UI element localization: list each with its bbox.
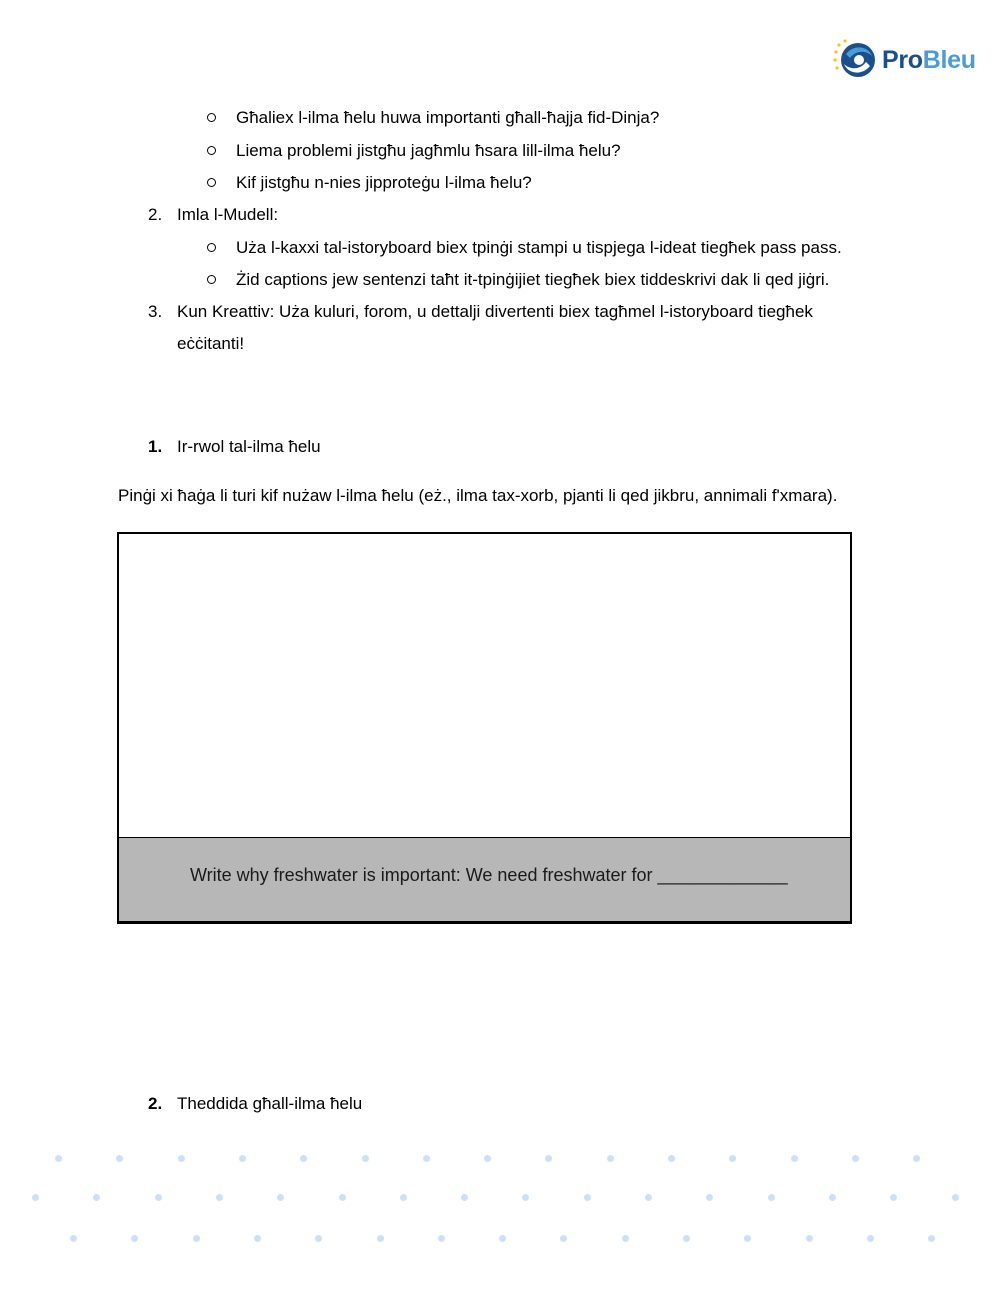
decor-dot [254, 1235, 261, 1242]
bullet-circle-icon [207, 146, 216, 155]
decor-dot [484, 1155, 491, 1162]
section1-title: Ir-rwol tal-ilma ħelu [177, 437, 321, 456]
decor-dot [131, 1235, 138, 1242]
decor-dot [545, 1155, 552, 1162]
decor-dot [522, 1194, 529, 1201]
decor-dot [339, 1194, 346, 1201]
logo-bleu-text: Bleu [922, 46, 976, 74]
decor-dot [93, 1194, 100, 1201]
step3-text-line2: eċċitanti! [177, 334, 245, 353]
step3-number: 3. [148, 302, 163, 321]
sub-bullet-item: Għaliex l-ilma ħelu huwa importanti għall-ħajja fid-Dinja? [236, 108, 660, 127]
decor-dot [622, 1235, 629, 1242]
decor-dot [829, 1194, 836, 1201]
decor-dot [70, 1235, 77, 1242]
decor-dot [155, 1194, 162, 1201]
logo-wordmark [882, 44, 976, 76]
caption-text: Write why freshwater is important: We need freshwater for _____________ [190, 865, 788, 885]
decor-dot [55, 1155, 62, 1162]
decor-dot [499, 1235, 506, 1242]
decor-dot [116, 1155, 123, 1162]
step2-text: Imla l-Mudell: [177, 205, 279, 224]
bullet-circle-icon [207, 113, 216, 122]
decor-dot [852, 1155, 859, 1162]
decor-dot [438, 1235, 445, 1242]
section2-number: 2. [148, 1094, 163, 1113]
decor-dot [423, 1155, 430, 1162]
decor-dot [913, 1155, 920, 1162]
logo-pro-text: Pro [882, 46, 923, 74]
decor-dot [584, 1194, 591, 1201]
decor-dot [216, 1194, 223, 1201]
section2-title: Theddida għall-ilma ħelu [177, 1094, 363, 1113]
decor-dot [683, 1235, 690, 1242]
decor-dot [32, 1194, 39, 1201]
decor-dot [400, 1194, 407, 1201]
decor-dot [729, 1155, 736, 1162]
decor-dot [744, 1235, 751, 1242]
bullet-circle-icon [207, 275, 216, 284]
decor-dot [806, 1235, 813, 1242]
decor-dot [300, 1155, 307, 1162]
decor-dot [952, 1194, 959, 1201]
section1-prompt: Pinġi xi ħaġa li turi kif nużaw l-ilma ħelu (eż., ilma tax-xorb, pjanti li qed jikbru, annimali f'xmara). [118, 486, 838, 505]
decor-dot [277, 1194, 284, 1201]
decor-dot [928, 1235, 935, 1242]
sub-bullet-item: Liema problemi jistgħu jagħmlu ħsara lill-ilma ħelu? [236, 141, 621, 160]
sub-bullet-item: Uża l-kaxxi tal-istoryboard biex tpinġi stampi u tispjega l-ideat tiegħek pass pass. [236, 238, 842, 257]
decor-dot [890, 1194, 897, 1201]
decor-dot [560, 1235, 567, 1242]
decor-dot [645, 1194, 652, 1201]
sub-bullet-item: Kif jistgħu n-nies jipproteġu l-ilma ħelu? [236, 173, 532, 192]
decor-dot [178, 1155, 185, 1162]
sub-bullet-item: Żid captions jew sentenzi taħt it-tpinġijiet tiegħek biex tiddeskrivi dak li qed jiġri. [236, 270, 830, 289]
decor-dot [193, 1235, 200, 1242]
decor-dot [461, 1194, 468, 1201]
decor-dot [315, 1235, 322, 1242]
decor-dot [706, 1194, 713, 1201]
step2-number: 2. [148, 205, 163, 224]
section1-number: 1. [148, 437, 163, 456]
probleu-swirl-icon [832, 38, 882, 82]
decor-dot [362, 1155, 369, 1162]
decor-dot [668, 1155, 675, 1162]
decor-dot [607, 1155, 614, 1162]
decor-dot [791, 1155, 798, 1162]
decor-dot [377, 1235, 384, 1242]
bullet-circle-icon [207, 243, 216, 252]
decor-dot [867, 1235, 874, 1242]
bullet-circle-icon [207, 178, 216, 187]
step3-text-line1: Kun Kreattiv: Uża kuluri, forom, u dettalji divertenti biex tagħmel l-istoryboard tiegħek [177, 302, 813, 321]
decor-dot [768, 1194, 775, 1201]
probleu-logo [832, 38, 982, 82]
decor-dot [239, 1155, 246, 1162]
